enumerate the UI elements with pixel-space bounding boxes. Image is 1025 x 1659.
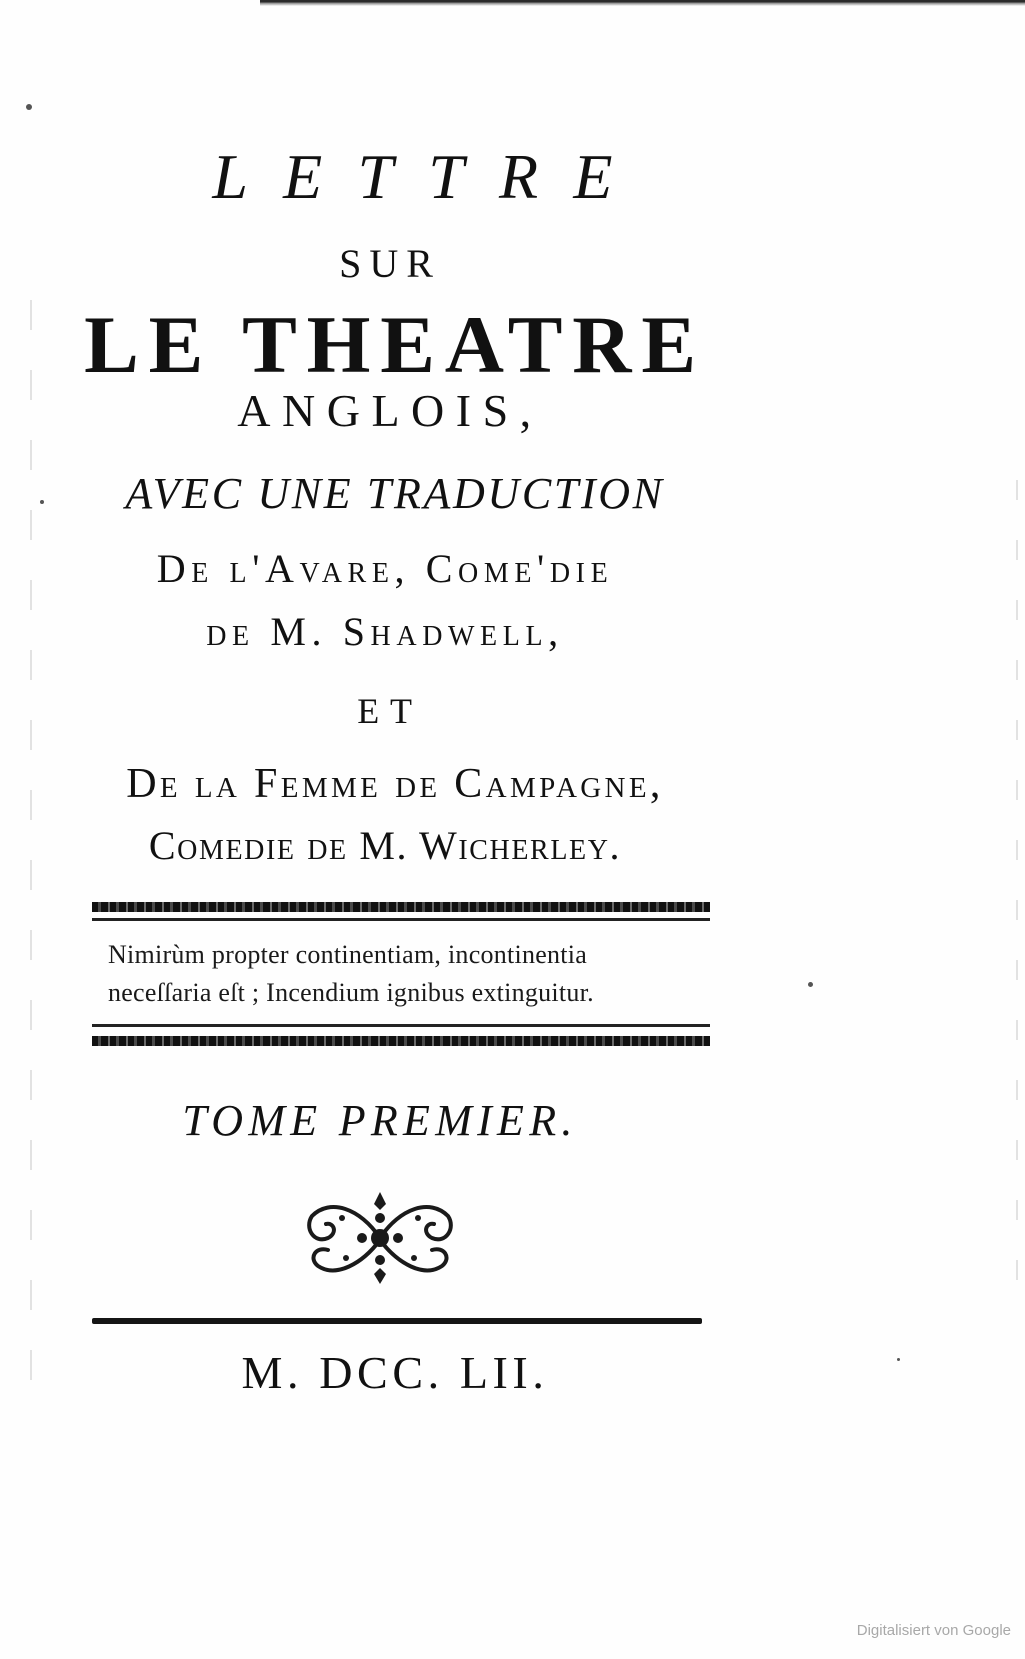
tome-premier: TOME PREMIER. <box>182 1096 578 1145</box>
subtitle-shadwell: de M. Shadwell, <box>206 609 564 654</box>
title-sur: SUR <box>339 241 441 286</box>
page-right-edge <box>1016 480 1018 1280</box>
title-le-theatre: LE THEATRE <box>84 299 706 390</box>
subtitle-femme-de-campagne: De la Femme de Campagne, <box>126 761 664 807</box>
ink-speck <box>897 1358 900 1361</box>
subtitle-avare: De l'Avare, Come'die <box>156 546 614 591</box>
title-lettre: LETTRE <box>212 141 648 212</box>
page-top-edge <box>260 0 1025 6</box>
subtitle-et: ET <box>357 691 423 731</box>
subtitle-avec-une-traduction: AVEC UNE TRADUCTION <box>125 469 665 518</box>
digitization-watermark: Digitalisiert von Google <box>856 1622 1011 1639</box>
fleuron-ornament-icon <box>300 1188 460 1288</box>
imprint-rule <box>92 1318 702 1324</box>
bottom-thin-rule <box>92 1024 710 1027</box>
subtitle-wicherley: Comedie de M. Wicherley. <box>148 823 622 868</box>
epigraph-line-2: neceſſaria eſt ; Incendium ignibus extinguitur. <box>108 978 594 1007</box>
top-ornamental-rule <box>92 902 710 912</box>
ink-speck <box>808 982 813 987</box>
top-thin-rule <box>92 918 710 921</box>
title-anglois: ANGLOIS, <box>237 385 543 436</box>
epigraph-line-1: Nimirùm propter continentiam, incontinentia <box>108 940 588 969</box>
bottom-ornamental-rule <box>92 1036 710 1046</box>
publication-date: M. DCC. LII. <box>241 1347 549 1398</box>
ink-speck <box>26 104 32 110</box>
